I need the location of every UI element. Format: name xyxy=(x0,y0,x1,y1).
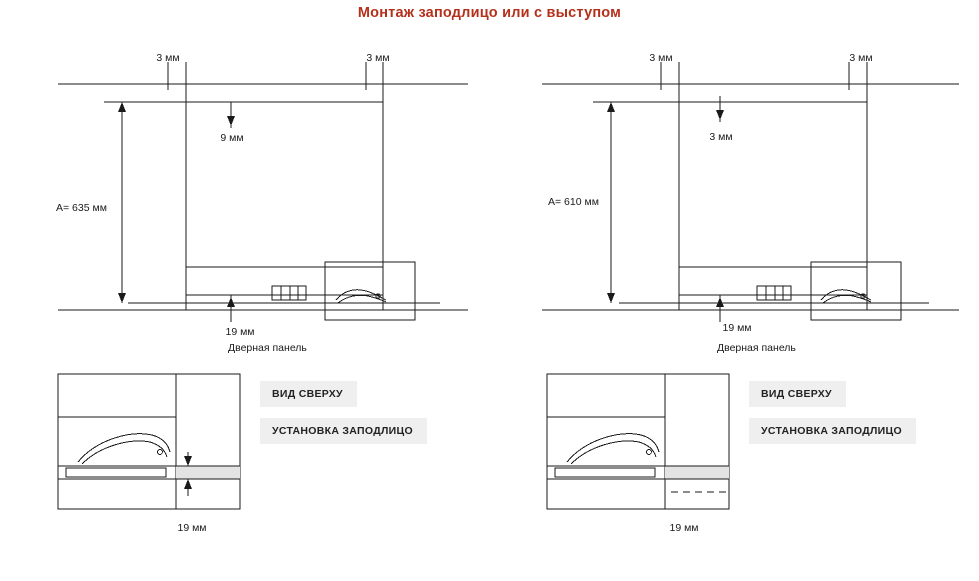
left-top-gap-label: 9 мм xyxy=(220,132,244,144)
right-gap-left-label: 3 мм xyxy=(649,52,673,64)
diagram-panel-right xyxy=(489,0,978,581)
page-title: Монтаж заподлицо или с выступом xyxy=(357,5,622,21)
right-tag-top-view: ВИД СВЕРХУ xyxy=(749,381,846,407)
right-height-label: A= 610 мм xyxy=(548,196,599,208)
left-tag-flush-install: УСТАНОВКА ЗАПОДЛИЦО xyxy=(260,418,427,444)
left-topview-dimension-label: 19 мм xyxy=(177,522,207,534)
right-topview-dimension-label: 19 мм xyxy=(669,522,699,534)
right-panel-drawing xyxy=(489,0,978,581)
left-tag-top-view: ВИД СВЕРХУ xyxy=(260,381,357,407)
right-door-panel-label: Дверная панель xyxy=(717,342,796,354)
right-top-gap-label: 3 мм xyxy=(709,131,733,143)
left-gap-right-label: 3 мм xyxy=(366,52,390,64)
right-bottom-gap-label: 19 мм xyxy=(722,322,752,334)
left-panel-drawing xyxy=(0,0,489,581)
left-door-panel-label: Дверная панель xyxy=(228,342,307,354)
right-gap-right-label: 3 мм xyxy=(849,52,873,64)
left-gap-left-label: 3 мм xyxy=(156,52,180,64)
left-bottom-gap-label: 19 мм xyxy=(225,326,255,338)
right-tag-flush-install: УСТАНОВКА ЗАПОДЛИЦО xyxy=(749,418,916,444)
diagram-panel-left xyxy=(0,0,489,581)
left-height-label: A= 635 мм xyxy=(56,202,107,214)
